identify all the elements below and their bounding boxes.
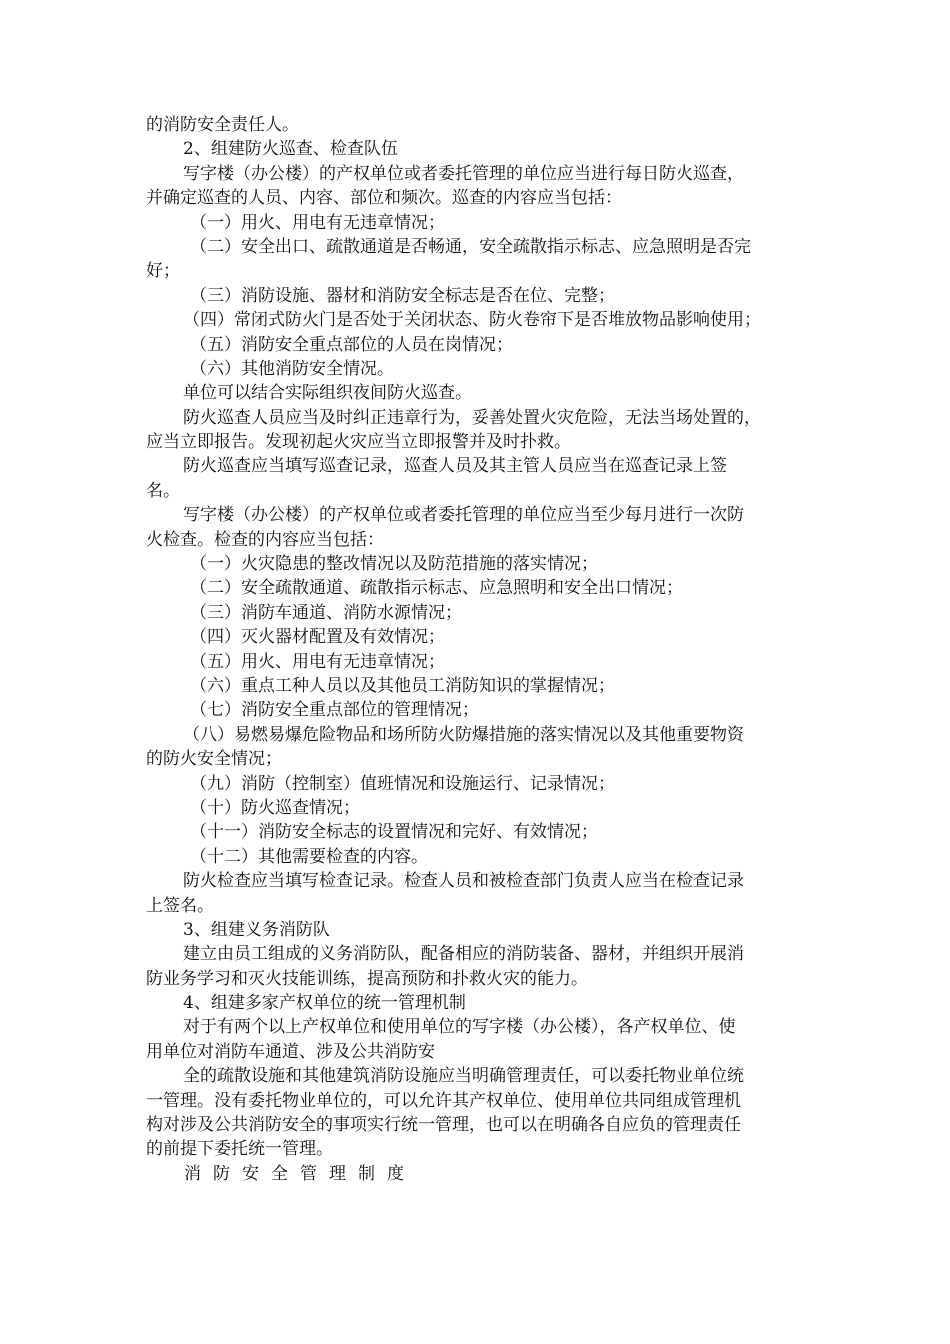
- text-line: （五）用火、用电有无违章情况；: [190, 651, 445, 672]
- text-line: （三）消防设施、器材和消防安全标志是否在位、完整；: [190, 285, 615, 306]
- text-line: （二）安全疏散通道、疏散指示标志、应急照明和安全出口情况；: [190, 578, 683, 599]
- text-line: 写字楼（办公楼）的产权单位或者委托管理的单位应当进行每日防火巡查，: [183, 163, 744, 184]
- text-line: 构对涉及公共消防安全的事项实行统一管理，也可以在明确各自应负的管理责任: [146, 1115, 741, 1136]
- text-line: （八）易燃易爆危险物品和场所防火防爆措施的落实情况以及其他重要物资: [183, 724, 744, 745]
- text-line: 写字楼（办公楼）的产权单位或者委托管理的单位应当至少每月进行一次防: [183, 505, 744, 526]
- text-line: 防火检查应当填写检查记录。检查人员和被检查部门负责人应当在检查记录: [183, 871, 744, 892]
- text-line: 用单位对消防车通道、涉及公共消防安: [146, 1041, 435, 1062]
- text-line: 应当立即报告。发现初起火灾应当立即报警并及时扑救。: [146, 432, 571, 453]
- text-line: 全的疏散设施和其他建筑消防设施应当明确管理责任，可以委托物业单位统: [183, 1066, 744, 1087]
- text-line: 上签名。: [146, 895, 214, 916]
- text-line: （十）防火巡查情况；: [190, 797, 360, 818]
- text-line: 对于有两个以上产权单位和使用单位的写字楼（办公楼），各产权单位、使: [183, 1017, 736, 1038]
- text-line: 名。: [146, 480, 180, 501]
- text-line: （五）消防安全重点部位的人员在岗情况；: [190, 334, 513, 355]
- text-line: 防火巡查人员应当及时纠正违章行为，妥善处置火灾危险，无法当场处置的，: [183, 407, 761, 428]
- text-line: （一）用火、用电有无违章情况；: [190, 212, 445, 233]
- text-line: （十一）消防安全标志的设置情况和完好、有效情况；: [190, 822, 598, 843]
- text-line: 4、组建多家产权单位的统一管理机制: [183, 993, 466, 1014]
- text-line: （三）消防车通道、消防水源情况；: [190, 602, 462, 623]
- text-line: 的前提下委托统一管理。: [146, 1139, 333, 1160]
- section-title: 消防安全管理制度: [184, 1163, 416, 1184]
- text-line: 单位可以结合实际组织夜间防火巡查。: [183, 383, 472, 404]
- text-line: （六）其他消防安全情况。: [190, 358, 394, 379]
- text-line: 一管理。没有委托物业单位的，可以允许其产权单位、使用单位共同组成管理机: [146, 1090, 741, 1111]
- text-line: 防火巡查应当填写巡查记录，巡查人员及其主管人员应当在巡查记录上签: [183, 456, 727, 477]
- text-line: 的消防安全责任人。: [146, 115, 299, 135]
- text-line: （二）安全出口、疏散通道是否畅通，安全疏散指示标志、应急照明是否完: [190, 236, 751, 257]
- text-line: 2、组建防火巡查、检查队伍: [183, 139, 398, 160]
- text-line: （九）消防（控制室）值班情况和设施运行、记录情况；: [190, 773, 615, 794]
- text-line: 建立由员工组成的义务消防队，配备相应的消防装备、器材，并组织开展消: [183, 944, 744, 965]
- text-line: 火检查。检查的内容应当包括：: [146, 529, 384, 550]
- text-line: （六）重点工种人员以及其他员工消防知识的掌握情况；: [190, 675, 615, 696]
- text-line: （四）常闭式防火门是否处于关闭状态、防火卷帘下是否堆放物品影响使用；: [183, 310, 761, 331]
- text-line: 3、组建义务消防队: [183, 919, 330, 940]
- text-line: 并确定巡查的人员、内容、部位和频次。巡查的内容应当包括：: [146, 188, 622, 209]
- text-line: （十二）其他需要检查的内容。: [190, 846, 428, 867]
- text-line: 的防火安全情况；: [146, 749, 282, 770]
- text-line: （四）灭火器材配置及有效情况；: [190, 627, 445, 648]
- text-line: 好；: [146, 261, 180, 282]
- text-line: （七）消防安全重点部位的管理情况；: [190, 700, 479, 721]
- text-line: 防业务学习和灭火技能训练，提高预防和扑救火灾的能力。: [146, 968, 588, 989]
- text-line: （一）火灾隐患的整改情况以及防范措施的落实情况；: [190, 554, 598, 575]
- document-body: [146, 113, 806, 1186]
